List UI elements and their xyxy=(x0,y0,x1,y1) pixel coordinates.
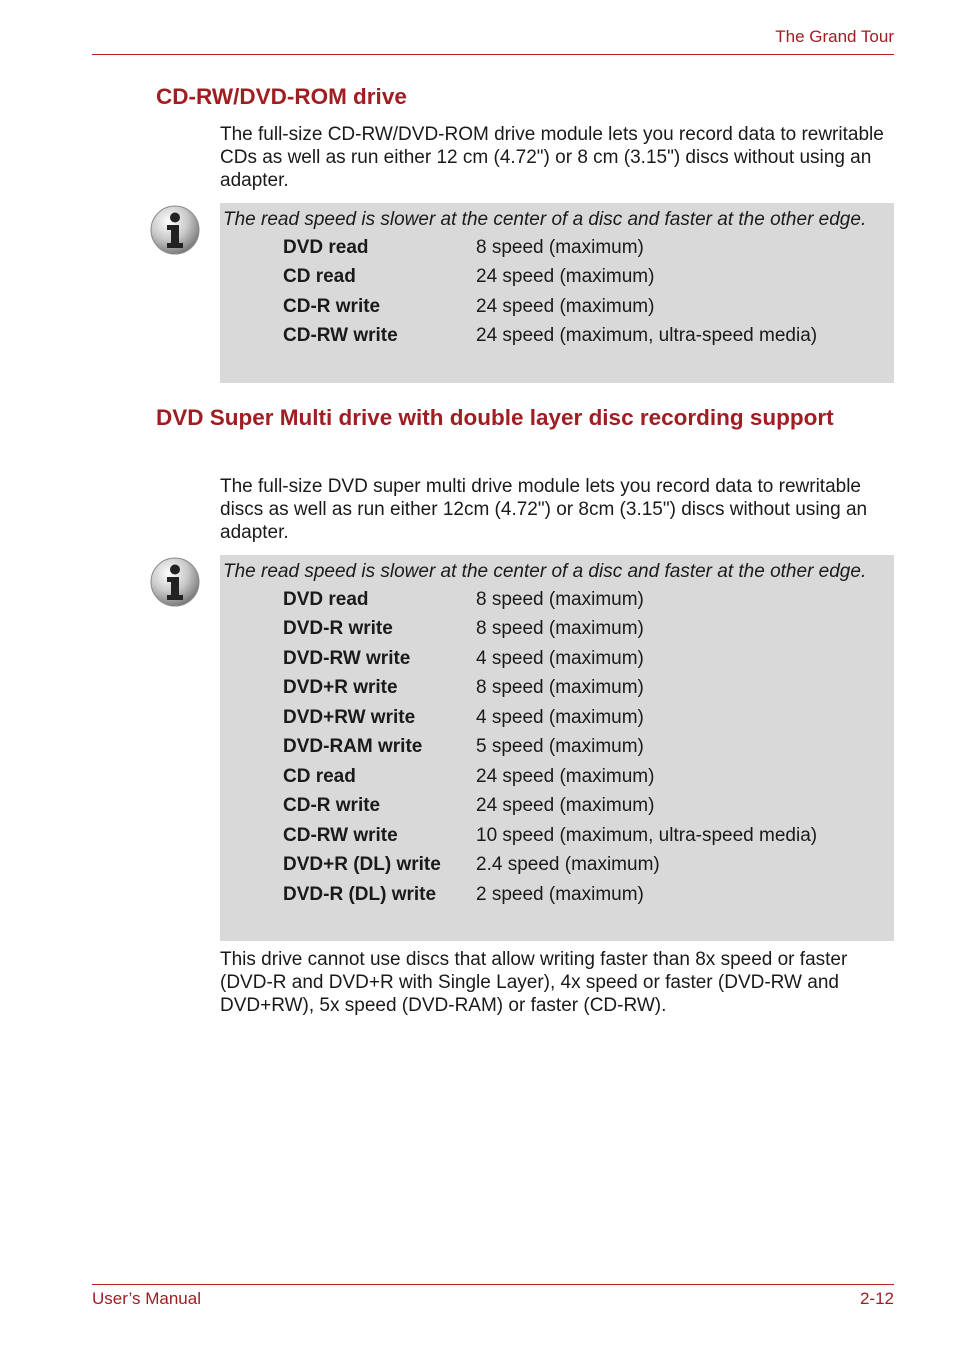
spec-row xyxy=(283,733,817,763)
spec-label: DVD+R write xyxy=(283,677,398,699)
spec-value: 5 speed (maximum) xyxy=(476,736,644,758)
footer-manual-title: User’s Manual xyxy=(92,1289,201,1308)
footer-rule xyxy=(92,1284,894,1285)
spec-value: 24 speed (maximum, ultra-speed media) xyxy=(476,325,818,347)
spec-value: 8 speed (maximum) xyxy=(476,236,644,258)
spec-row xyxy=(283,615,817,645)
spec-table xyxy=(283,585,817,910)
spec-value: 8 speed (maximum) xyxy=(476,618,644,640)
spec-label: CD-R write xyxy=(283,795,381,817)
spec-label: DVD+R (DL) write xyxy=(283,854,441,876)
spec-label: CD read xyxy=(283,266,356,288)
spec-value: 24 speed (maximum) xyxy=(476,795,655,817)
spec-label: DVD-R write xyxy=(283,618,393,640)
spec-value: 4 speed (maximum) xyxy=(476,647,644,669)
spec-value: 8 speed (maximum) xyxy=(476,588,644,610)
spec-value: 10 speed (maximum, ultra-speed media) xyxy=(476,824,818,846)
section-intro-paragraph: The full-size DVD super multi drive module lets you record data to rewritable discs as well as run either 12cm (4.72") or 8cm (3.15") discs without using an adapter. xyxy=(220,476,868,543)
spec-label: DVD read xyxy=(283,236,369,258)
spec-value: 24 speed (maximum) xyxy=(476,295,655,317)
spec-row xyxy=(283,263,817,293)
spec-row xyxy=(283,821,817,851)
spec-row xyxy=(283,292,817,322)
spec-row xyxy=(283,851,817,881)
spec-label: DVD-RAM write xyxy=(283,736,423,758)
note-text: The read speed is slower at the center of a disc and faster at the other edge. xyxy=(223,561,867,582)
spec-label: CD-RW write xyxy=(283,824,398,846)
info-icon xyxy=(150,205,200,255)
header-rule xyxy=(92,54,894,55)
info-icon xyxy=(150,557,200,607)
spec-label: DVD read xyxy=(283,588,369,610)
spec-row xyxy=(283,585,817,615)
spec-label: CD-RW write xyxy=(283,325,398,347)
section-heading-dvd-super-multi: DVD Super Multi drive with double layer disc recording support xyxy=(156,405,834,430)
spec-value: 8 speed (maximum) xyxy=(476,677,644,699)
spec-row xyxy=(283,644,817,674)
spec-label: CD-R write xyxy=(283,295,381,317)
closing-paragraph: This drive cannot use discs that allow writing faster than 8x speed or faster (DVD-R and DVD+R with Single Layer), 4x speed or faster (DVD-RW and DVD+RW), 5x speed (DVD-RAM) or faster (CD-RW). xyxy=(220,949,848,1016)
spec-label: DVD-RW write xyxy=(283,647,411,669)
spec-row xyxy=(283,322,817,352)
running-header-title: The Grand Tour xyxy=(775,27,894,46)
section-intro-paragraph: The full-size CD-RW/DVD-ROM drive module lets you record data to rewritable CDs as well as run either 12 cm (4.72") or 8 cm (3.15") discs without using an adapter. xyxy=(220,124,884,191)
spec-value: 24 speed (maximum) xyxy=(476,765,655,787)
note-box xyxy=(220,203,894,383)
spec-table xyxy=(283,233,817,351)
spec-value: 2 speed (maximum) xyxy=(476,883,644,905)
section-heading-cd-rw-dvd-rom: CD-RW/DVD-ROM drive xyxy=(156,84,407,109)
spec-row xyxy=(283,233,817,263)
spec-row xyxy=(283,674,817,704)
spec-row xyxy=(283,792,817,822)
spec-row xyxy=(283,703,817,733)
spec-value: 2.4 speed (maximum) xyxy=(476,854,660,876)
spec-row xyxy=(283,762,817,792)
spec-value: 24 speed (maximum) xyxy=(476,266,655,288)
spec-label: CD read xyxy=(283,765,356,787)
spec-row xyxy=(283,880,817,910)
note-text: The read speed is slower at the center of a disc and faster at the other edge. xyxy=(223,209,867,230)
spec-value: 4 speed (maximum) xyxy=(476,706,644,728)
footer-page-number: 2-12 xyxy=(859,1289,894,1308)
spec-label: DVD-R (DL) write xyxy=(283,883,437,905)
spec-label: DVD+RW write xyxy=(283,706,416,728)
note-box xyxy=(220,555,894,941)
